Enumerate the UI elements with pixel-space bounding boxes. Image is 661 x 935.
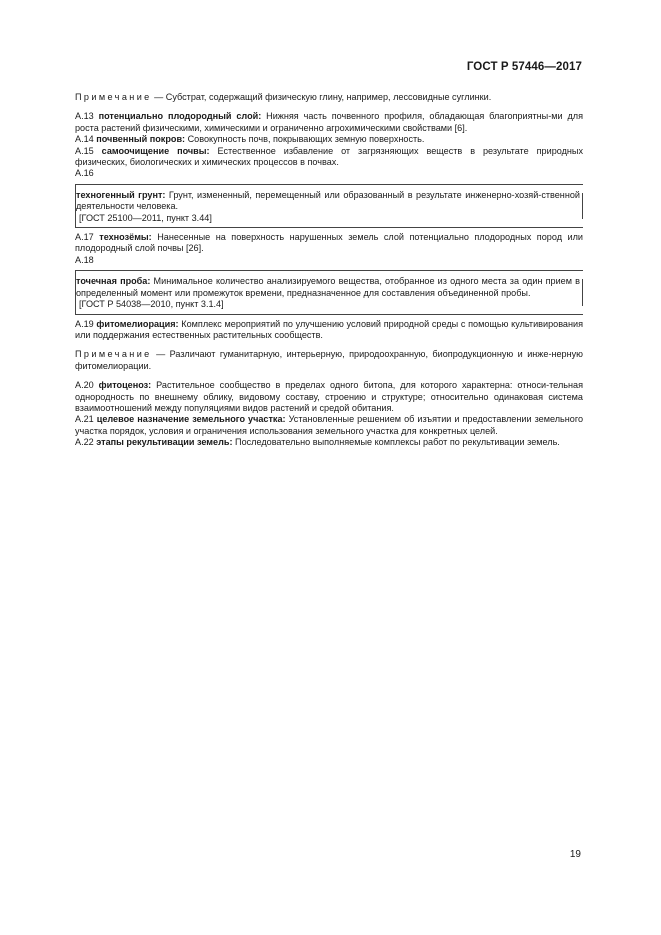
item-number: А.15: [75, 145, 102, 156]
definition-text: Минимальное количество анализируемого вещества, отобранное из одного места за один прием в определенный момент или промежуток времени, предназначенное для составления объединенной пробы.: [76, 276, 580, 298]
definition-text: Последовательно выполняемые комплексы работ по рекультивации земель.: [232, 437, 560, 448]
definition-a21: [75, 414, 583, 437]
note-text: — Различают гуманитарную, интерьерную, природоохранную, биопродукционную и инже-нерную фитомелиорации.: [75, 349, 583, 371]
item-number: А.13: [75, 111, 99, 122]
definition-text: Естественное избавление от загрязняющих веществ в результате природных физических, биологических и химических процессов в почвах.: [75, 145, 584, 168]
definition-a13: [75, 111, 583, 134]
definition-text: Совокупность почв, покрывающих земную поверхность.: [185, 134, 425, 145]
item-number: А.22: [75, 437, 97, 448]
term: фитомелиорация:: [96, 318, 179, 329]
document-body: [75, 92, 583, 449]
definition-text: Нижняя часть почвенного профиля, обладающая благоприятны-ми для роста растений физическими, химическими и ограниченно агрохимическими свойствами [6].: [75, 111, 583, 133]
definition-a18: [76, 276, 583, 299]
term: фитоценоз:: [98, 380, 152, 391]
definition-a16: [76, 190, 583, 213]
term: почвенный покров:: [96, 134, 186, 145]
note-paragraph: [75, 92, 583, 103]
item-number: А.14: [75, 134, 97, 145]
document-header: ГОСТ Р 57446—2017: [466, 61, 582, 73]
item-number-a16: А.16: [75, 168, 94, 179]
term: потенциально плодородный слой:: [98, 111, 262, 122]
term: техногенный грунт:: [76, 189, 166, 200]
note-label: Примечание: [75, 92, 152, 102]
definition-a15: [75, 146, 583, 169]
definition-a22: [75, 437, 583, 448]
note-text: — Субстрат, содержащий физическую глину, например, лессовидные суглинки.: [151, 92, 492, 102]
note-paragraph: [75, 349, 583, 372]
term: технозёмы:: [99, 232, 152, 243]
definition-text: Растительное сообщество в пределах одного битопа, для которого характерна: относи-тельная однородность по внешнему облику, видовому составу, строению и структуре; относительно одинаковая система взаимоотношений между популяциями видов растений и средой обитания.: [75, 380, 583, 413]
definition-a20: [75, 380, 583, 414]
item-number: А.19: [75, 318, 97, 329]
page-number: 19: [569, 849, 581, 860]
definition-a17: [75, 232, 583, 255]
quoted-definition-box: [75, 270, 583, 314]
source-reference: [ГОСТ Р 54038—2010, пункт 3.1.4]: [79, 299, 224, 310]
quoted-definition-box: [75, 184, 583, 228]
term: целевое назначение земельного участка:: [96, 414, 286, 425]
item-number: А.20: [75, 380, 99, 391]
note-label: Примечание: [75, 349, 152, 360]
definition-text: Грунт, измененный, перемещенный или образованный в результате инженерно-хозяй-ственной деятельности человека.: [76, 189, 580, 212]
term: этапы рекультивации земель:: [96, 437, 233, 448]
definition-a19: [75, 319, 583, 342]
item-number-a18: А.18: [75, 254, 94, 265]
source-reference: [ГОСТ 25100—2011, пункт 3.44]: [79, 212, 212, 223]
definition-text: Нанесенные на поверхность нарушенных земель слой потенциально плодородных пород или плодородный слой почвы [26].: [75, 232, 583, 254]
definition-a14: [75, 134, 583, 145]
term: точечная проба:: [76, 276, 151, 287]
definition-text: Комплекс мероприятий по улучшению условий природной среды с помощью культивирования или поддержания естественных растительных сообществ.: [75, 318, 584, 340]
definition-text: Установленные решением об изъятии и предоставлении земельного участка порядок, условия и ограничения использования земельного участка для конкретных целей.: [75, 414, 584, 436]
item-number: А.17: [75, 232, 100, 243]
term: самоочищение почвы:: [101, 145, 210, 156]
item-number: А.21: [75, 414, 97, 425]
